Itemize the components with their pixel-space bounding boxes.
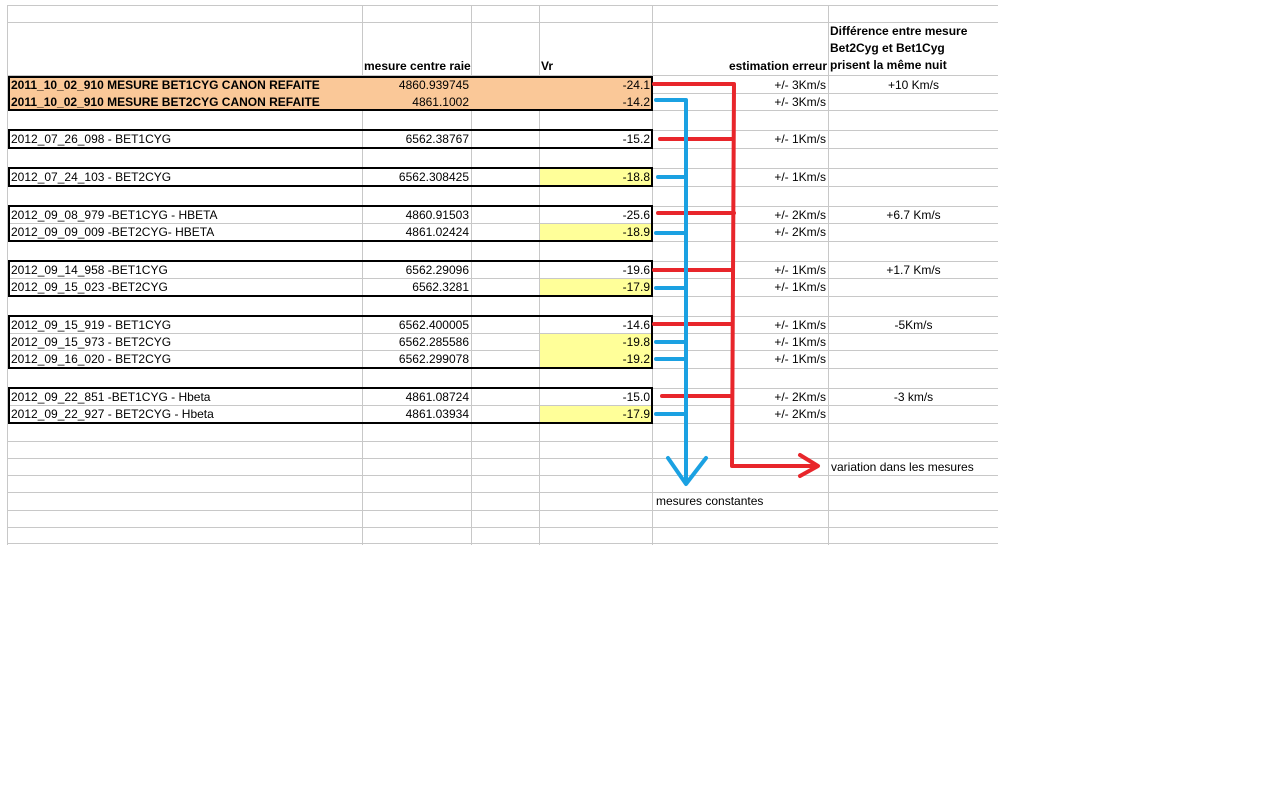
row-name: 2012_09_15_023 -BET2CYG (11, 280, 168, 294)
row-vr: -15.0 (622, 390, 650, 404)
row-mesure: 6562.308425 (398, 170, 469, 184)
row-mesure: 6562.285586 (398, 335, 469, 349)
red-arrow (654, 84, 818, 476)
row-vr: -14.2 (622, 95, 650, 109)
row-difference: +10 Km/s (887, 78, 940, 92)
header-difference-line1: Différence entre mesure (830, 24, 968, 38)
row-erreur: +/- 1Km/s (774, 352, 826, 366)
row-mesure: 6562.29096 (405, 263, 469, 277)
row-difference: +6.7 Km/s (886, 208, 941, 222)
blue-arrow (656, 100, 706, 484)
row-name: 2012_09_09_009 -BET2CYG- HBETA (11, 225, 215, 239)
blue-arrow-path (656, 100, 686, 482)
row-name: 2012_09_22_851 -BET1CYG - Hbeta (11, 390, 211, 404)
row-erreur: +/- 2Km/s (774, 407, 826, 421)
row-name: 2012_09_16_020 - BET2CYG (11, 352, 172, 366)
row-erreur: +/- 2Km/s (774, 208, 826, 222)
row-mesure: 4861.03934 (405, 407, 469, 421)
row-vr: -17.9 (622, 407, 650, 421)
red-arrow-path (654, 84, 812, 466)
annotation-constantes: mesures constantes (656, 494, 764, 508)
row-name: 2012_09_15_973 - BET2CYG (11, 335, 172, 349)
header-difference-line3: prisent la même nuit (830, 58, 947, 72)
row-vr: -19.6 (622, 263, 650, 277)
row-mesure: 4860.939745 (398, 78, 469, 92)
row-name: 2012_07_26_098 - BET1CYG (11, 132, 172, 146)
row-name: 2011_10_02_910 MESURE BET1CYG CANON REFAITE (11, 78, 320, 92)
row-mesure: 4860.91503 (405, 208, 469, 222)
row-mesure: 4861.02424 (405, 225, 469, 239)
row-mesure: 6562.3281 (412, 280, 469, 294)
header-vr: Vr (541, 59, 554, 73)
row-name: 2012_09_22_927 - BET2CYG - Hbeta (11, 407, 214, 421)
row-erreur: +/- 2Km/s (774, 390, 826, 404)
row-name: 2012_09_14_958 -BET1CYG (11, 263, 168, 277)
row-mesure: 4861.08724 (405, 390, 469, 404)
row-difference: -3 km/s (893, 390, 934, 404)
row-name: 2011_10_02_910 MESURE BET2CYG CANON REFAITE (11, 95, 320, 109)
row-vr: -24.1 (622, 78, 650, 92)
row-vr: -17.9 (622, 280, 650, 294)
row-difference: +1.7 Km/s (886, 263, 941, 277)
row-vr: -14.6 (622, 318, 650, 332)
row-name: 2012_07_24_103 - BET2CYG (11, 170, 172, 184)
row-mesure: 6562.38767 (405, 132, 469, 146)
row-erreur: +/- 1Km/s (774, 280, 826, 294)
header-difference-line2: Bet2Cyg et Bet1Cyg (830, 41, 945, 55)
row-vr: -19.8 (622, 335, 650, 349)
row-vr: -18.9 (622, 225, 650, 239)
row-mesure: 6562.299078 (398, 352, 469, 366)
row-erreur: +/- 1Km/s (774, 318, 826, 332)
row-erreur: +/- 2Km/s (774, 225, 826, 239)
row-vr: -18.8 (622, 170, 650, 184)
row-mesure: 4861.1002 (412, 95, 469, 109)
header-erreur: estimation erreur (728, 59, 827, 73)
row-erreur: +/- 3Km/s (774, 78, 826, 92)
row-name: 2012_09_08_979 -BET1CYG - HBETA (11, 208, 218, 222)
row-erreur: +/- 1Km/s (774, 335, 826, 349)
row-vr: -25.6 (622, 208, 650, 222)
annotation-variation: variation dans les mesures (831, 460, 974, 474)
row-vr: -15.2 (622, 132, 650, 146)
row-mesure: 6562.400005 (398, 318, 469, 332)
row-erreur: +/- 1Km/s (774, 170, 826, 184)
row-vr: -19.2 (622, 352, 650, 366)
row-difference: -5Km/s (894, 318, 933, 332)
header-mesure: mesure centre raie (364, 59, 471, 73)
row-erreur: +/- 1Km/s (774, 132, 826, 146)
row-erreur: +/- 3Km/s (774, 95, 826, 109)
row-erreur: +/- 1Km/s (774, 263, 826, 277)
row-name: 2012_09_15_919 - BET1CYG (11, 318, 172, 332)
